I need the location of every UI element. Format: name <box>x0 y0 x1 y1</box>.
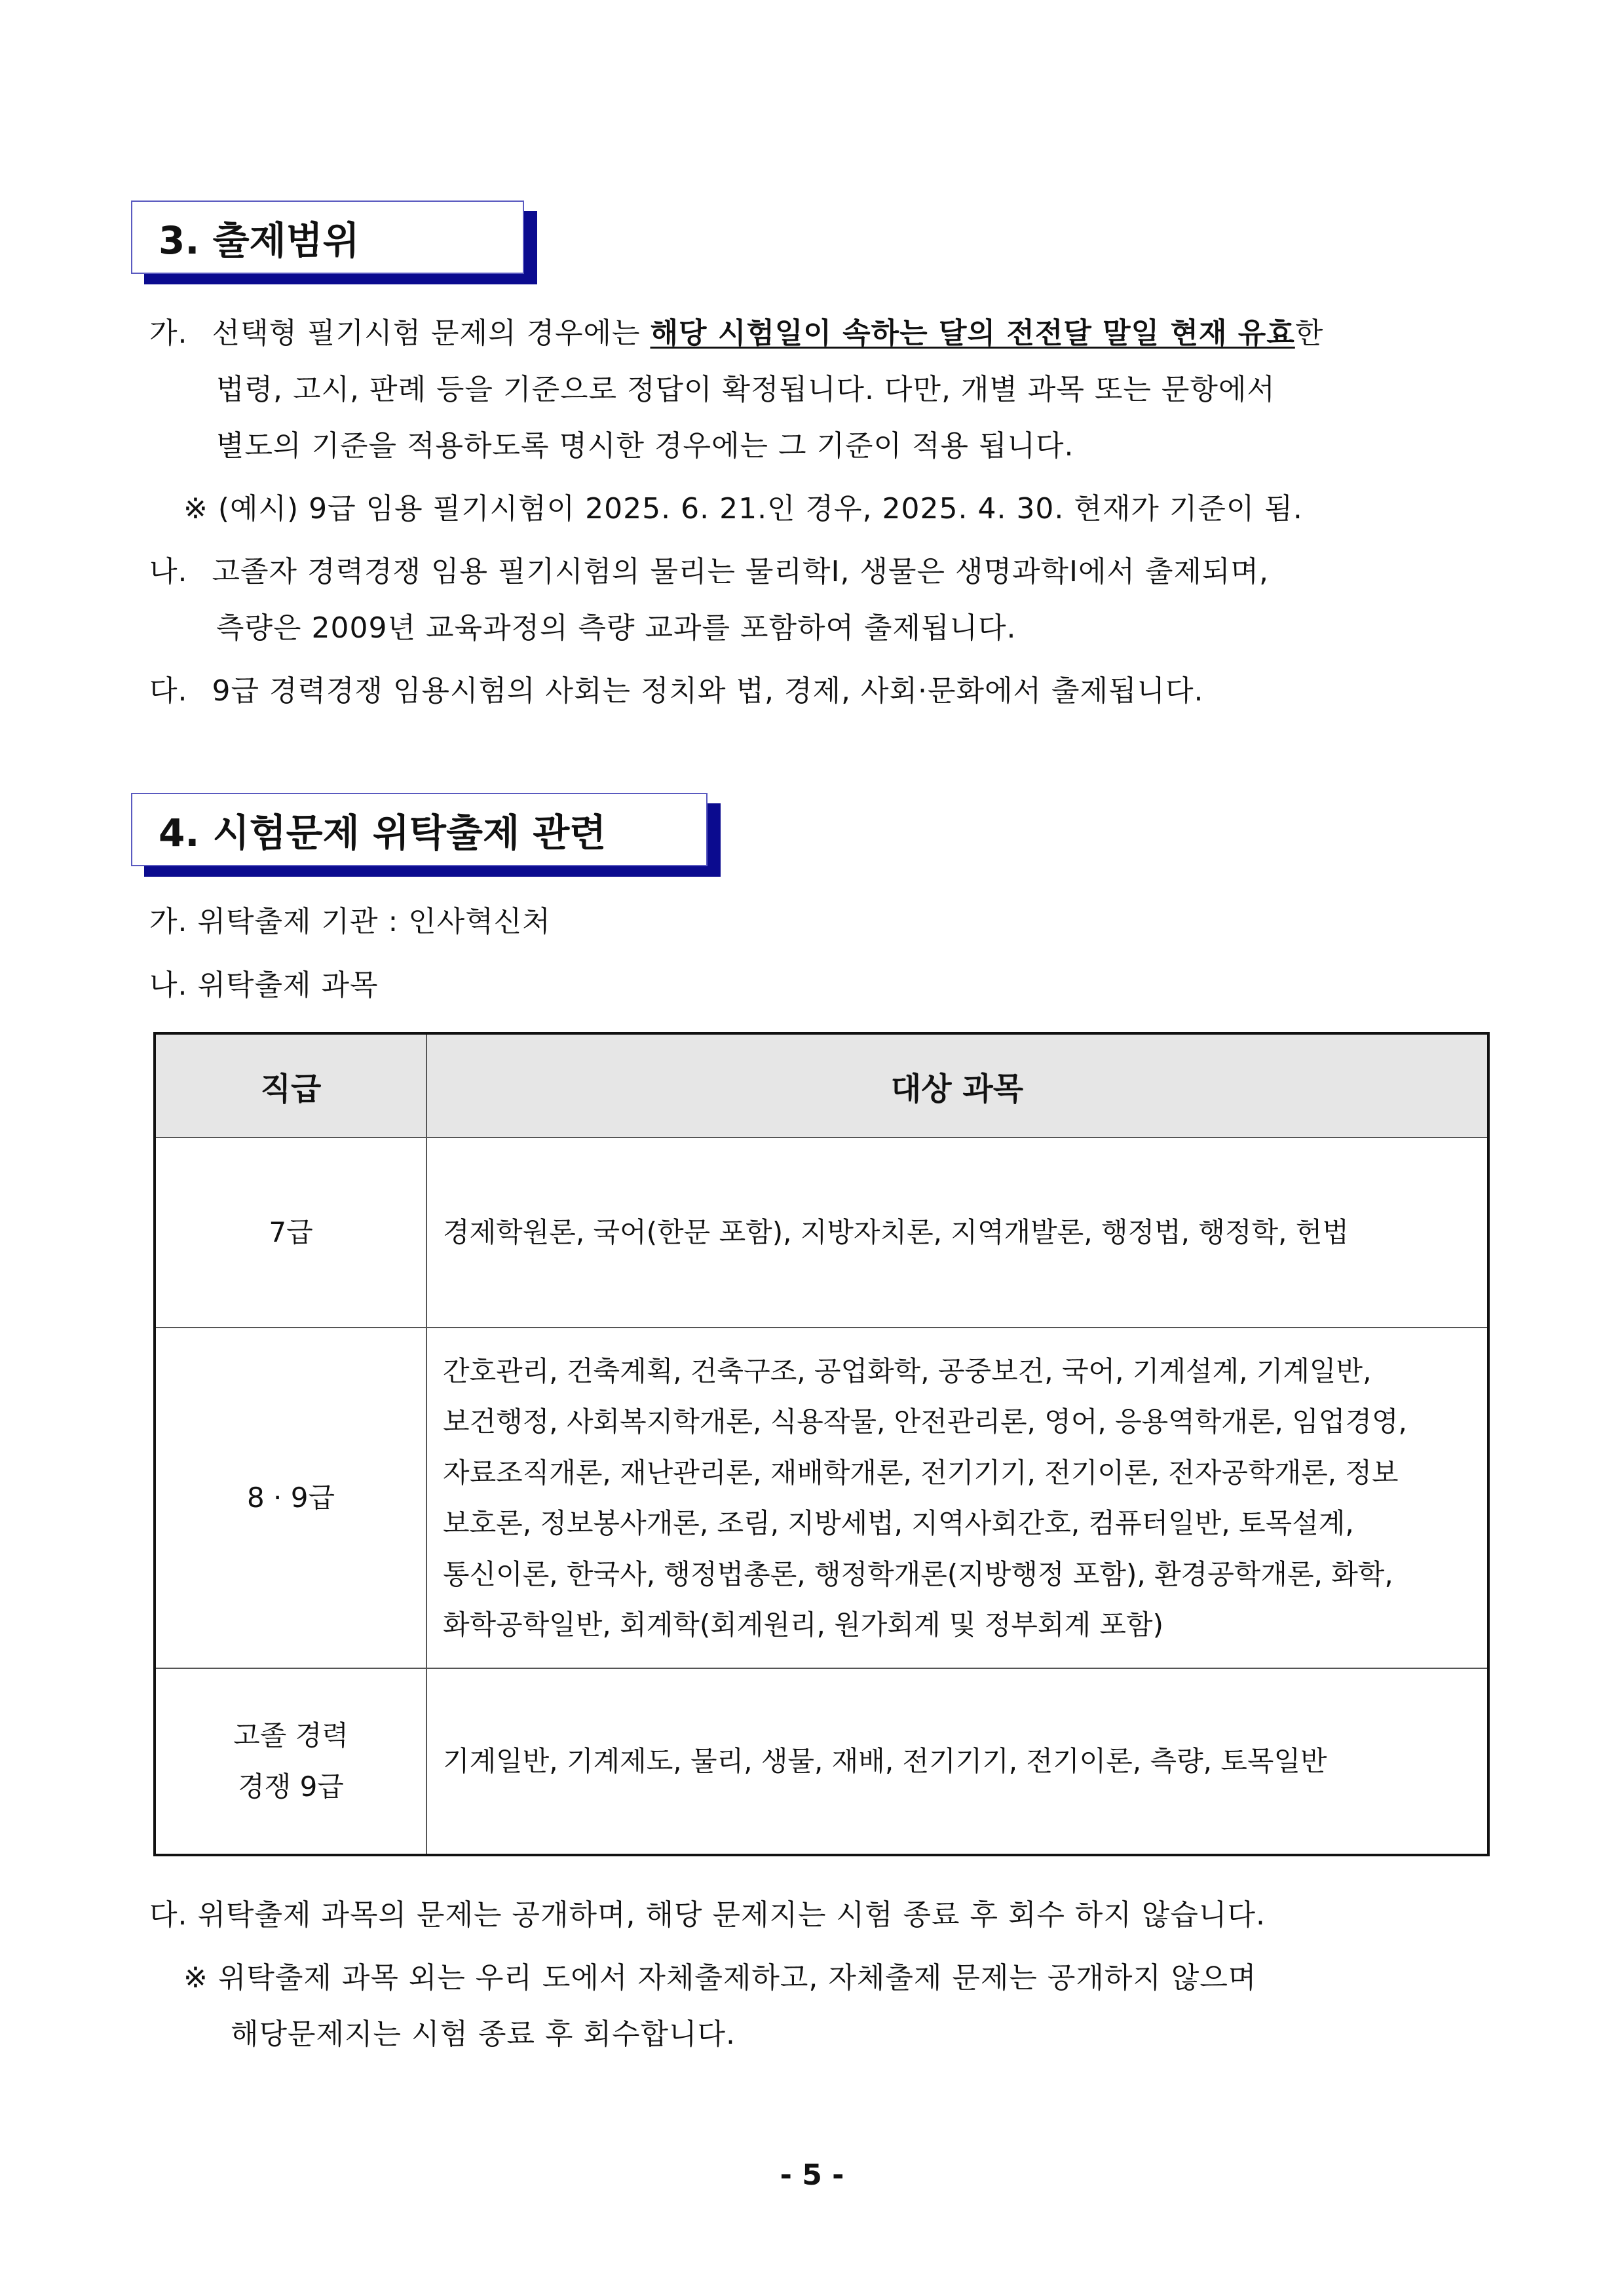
subjects-cell <box>426 1138 1488 1328</box>
subjects-cell <box>426 1668 1488 1855</box>
grade-cell <box>155 1138 426 1328</box>
section-4-item-na: 나. 위탁출제 과목 <box>149 968 379 1002</box>
subjects-line: 보건행정, 사회복지학개론, 식용작물, 안전관리론, 영어, 응용역학개론, 임업경영, <box>443 1406 1407 1438</box>
subjects-line: 통신이론, 한국사, 행정법총론, 행정학개론(지방행정 포함), 환경공학개론, 화학, <box>443 1558 1393 1590</box>
section-4-item-da: 다. 위탁출제 과목의 문제는 공개하며, 해당 문제지는 시험 종료 후 회수 하지 않습니다. <box>149 1898 1266 1932</box>
item-ga-line-1 <box>149 315 1323 352</box>
grade-cell <box>155 1668 426 1855</box>
item-na-text: 고졸자 경력경쟁 임용 필기시험의 물리는 물리학Ⅰ, 생물은 생명과학Ⅰ에서 출제되며, <box>212 555 1269 588</box>
subjects-line: 간호관리, 건축계획, 건축구조, 공업화학, 공중보건, 국어, 기계설계, 기계일반, <box>443 1354 1372 1387</box>
item-ga-line-3: 별도의 기준을 적용하도록 명시한 경우에는 그 기준이 적용 됩니다. <box>216 429 1074 463</box>
item-da-marker: 다. <box>149 674 188 708</box>
page-number: - 5 - <box>780 2158 844 2192</box>
grade-cell <box>155 1328 426 1668</box>
item-na-line-1 <box>149 554 1269 590</box>
item-da-text: 9급 경력경쟁 임용시험의 사회는 정치와 법, 경제, 사회·문화에서 출제됩니다. <box>212 674 1204 708</box>
subjects-line: 화학공학일반, 회계학(회계원리, 원가회계 및 정부회계 포함) <box>443 1609 1163 1641</box>
header-subjects: 대상 과목 <box>426 1033 1488 1138</box>
grade-text: 경쟁 9급 <box>238 1770 344 1803</box>
subject-table <box>153 1032 1490 1856</box>
grade-text: 7급 <box>269 1216 313 1248</box>
section-3-heading <box>131 201 524 274</box>
section-4-heading <box>131 793 708 866</box>
table-header-row <box>155 1033 1488 1138</box>
grade-text: 8 · 9급 <box>246 1482 335 1514</box>
subjects-line: 보호론, 정보봉사개론, 조림, 지방세법, 지역사회간호, 컴퓨터일반, 토목설계, <box>443 1507 1354 1539</box>
self-exam-note-line-1: ※ 위탁출제 과목 외는 우리 도에서 자체출제하고, 자체출제 문제는 공개하지 않으며 <box>183 1961 1257 1995</box>
item-ga-text-post: 한 <box>1294 316 1324 350</box>
grade-text: 고졸 경력 <box>233 1719 349 1751</box>
item-na-line-2: 측량은 2009년 교육과정의 측량 교과를 포함하여 출제됩니다. <box>216 611 1017 645</box>
item-na-marker: 나. <box>149 555 188 588</box>
header-grade: 직급 <box>155 1033 426 1138</box>
item-ga-underlined-text: 해당 시험일이 속하는 달의 전전달 말일 현재 유효 <box>650 316 1295 350</box>
self-exam-note-line-2: 해당문제지는 시험 종료 후 회수합니다. <box>231 2018 736 2051</box>
example-note: ※ (예시) 9급 임용 필기시험이 2025. 6. 21.인 경우, 2025. 4. 30. 현재가 기준이 됨. <box>183 492 1303 526</box>
table-row <box>155 1668 1488 1855</box>
section-4-title: 4. 시험문제 위탁출제 관련 <box>131 793 708 866</box>
item-ga-text-pre: 선택형 필기시험 문제의 경우에는 <box>212 316 651 350</box>
table-row <box>155 1138 1488 1328</box>
item-da-line-1 <box>149 673 1203 710</box>
table-row <box>155 1328 1488 1668</box>
subjects-line: 경제학원론, 국어(한문 포함), 지방자치론, 지역개발론, 행정법, 행정학, 헌법 <box>443 1216 1349 1249</box>
subjects-cell <box>426 1328 1488 1668</box>
item-ga-marker: 가. <box>149 316 188 350</box>
subjects-line: 기계일반, 기계제도, 물리, 생물, 재배, 전기기기, 전기이론, 측량, 토목일반 <box>443 1745 1327 1778</box>
subjects-line: 자료조직개론, 재난관리론, 재배학개론, 전기기기, 전기이론, 전자공학개론, 정보 <box>443 1456 1399 1489</box>
section-3-title: 3. 출제범위 <box>131 201 524 274</box>
section-4-item-ga: 가. 위탁출제 기관 : 인사혁신처 <box>149 905 551 938</box>
item-ga-line-2: 법령, 고시, 판례 등을 기준으로 정답이 확정됩니다. 다만, 개별 과목 또는 문항에서 <box>216 373 1275 406</box>
